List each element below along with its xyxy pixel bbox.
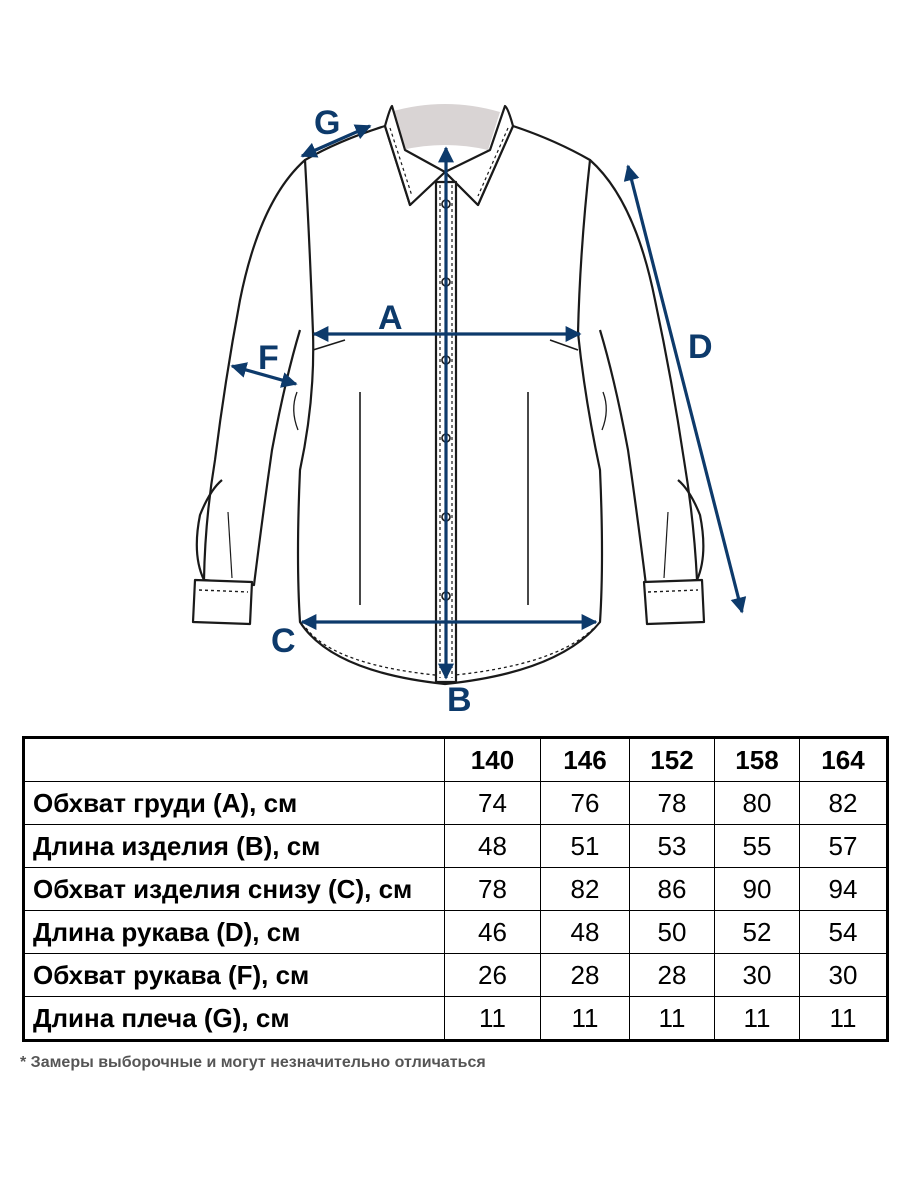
row-label: Длина плеча (G), см [24,997,445,1041]
table-cell: 48 [445,825,541,868]
right-cuff [644,580,704,624]
table-cell: 28 [541,954,630,997]
table-row [24,825,888,868]
table-cell: 76 [541,782,630,825]
size-header: 164 [800,738,888,782]
label-f: F [258,339,279,377]
label-c: C [271,622,296,660]
table-row [24,782,888,825]
table-cell: 11 [800,997,888,1041]
table-row [24,911,888,954]
table-header-row [24,738,888,782]
table-cell: 11 [630,997,715,1041]
table-cell: 11 [715,997,800,1041]
table-cell: 78 [630,782,715,825]
table-cell: 51 [541,825,630,868]
table-cell: 54 [800,911,888,954]
table-cell: 78 [445,868,541,911]
table-cell: 50 [630,911,715,954]
label-g: G [314,104,341,142]
size-chart-table [22,736,889,1042]
table-cell: 53 [630,825,715,868]
row-label: Обхват изделия снизу (С), см [24,868,445,911]
table-cell: 26 [445,954,541,997]
size-header: 158 [715,738,800,782]
table-cell: 11 [445,997,541,1041]
left-cuff [193,580,252,624]
table-cell: 55 [715,825,800,868]
size-header: 140 [445,738,541,782]
table-cell: 57 [800,825,888,868]
collar-inner [390,104,500,150]
table-cell: 94 [800,868,888,911]
row-label: Длина рукава (D), см [24,911,445,954]
table-cell: 86 [630,868,715,911]
table-cell: 28 [630,954,715,997]
table-row [24,997,888,1041]
table-row [24,954,888,997]
label-d: D [688,328,713,366]
arrow-d [628,166,742,612]
table-cell: 52 [715,911,800,954]
table-row [24,868,888,911]
table-cell: 82 [800,782,888,825]
table-cell: 46 [445,911,541,954]
row-label: Длина изделия (В), см [24,825,445,868]
label-a: A [378,299,403,337]
table-cell: 90 [715,868,800,911]
table-cell: 30 [800,954,888,997]
footnote: * Замеры выборочные и могут незначительно отличаться [20,1054,486,1071]
size-header: 152 [630,738,715,782]
table-cell: 48 [541,911,630,954]
table-cell: 80 [715,782,800,825]
row-label: Обхват груди (А), см [24,782,445,825]
table-cell: 11 [541,997,630,1041]
size-header: 146 [541,738,630,782]
table-cell: 74 [445,782,541,825]
header-empty-cell [24,738,445,782]
table-cell: 30 [715,954,800,997]
table-cell: 82 [541,868,630,911]
label-b: B [447,681,472,719]
row-label: Обхват рукава (F), см [24,954,445,997]
